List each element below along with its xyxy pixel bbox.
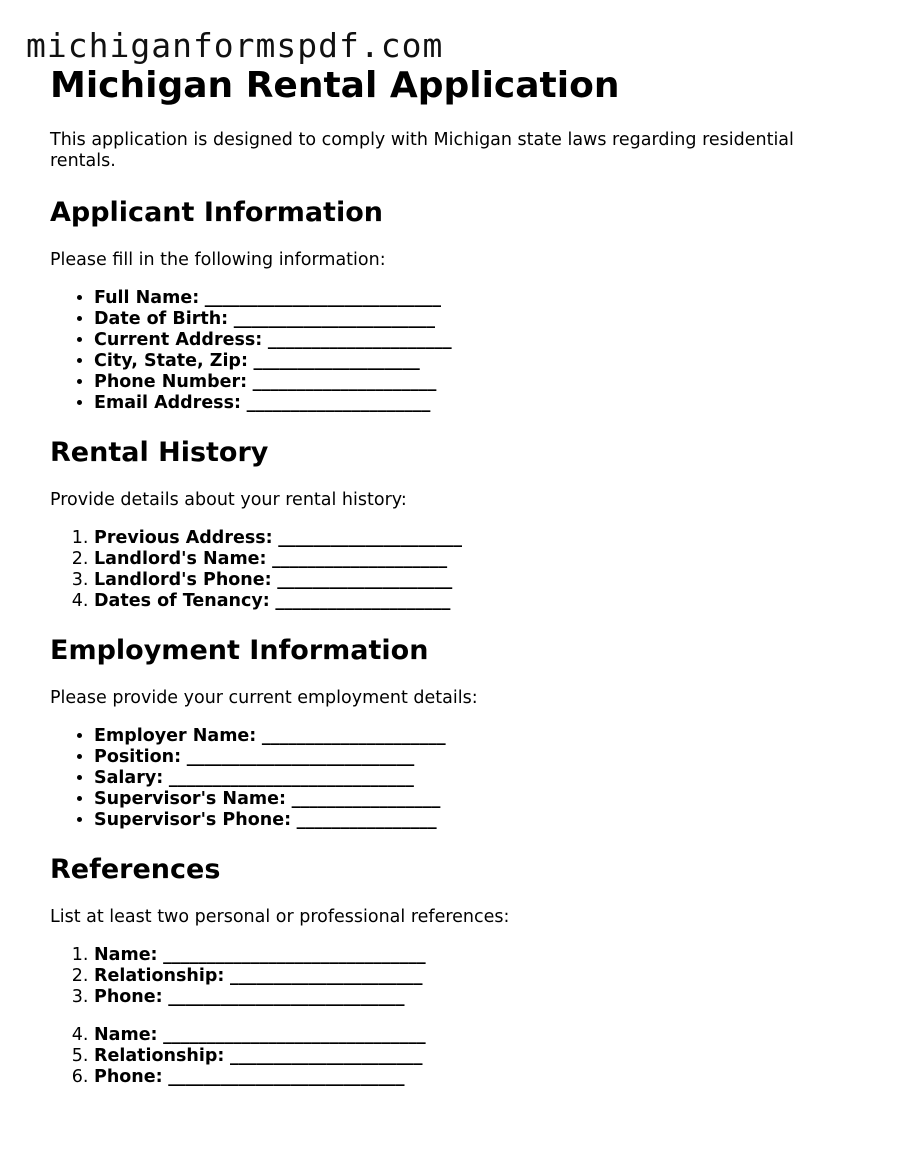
employment-list [50,726,850,831]
fill-blank[interactable]: ___________________ [253,351,420,371]
fill-blank[interactable]: ________________ [296,810,437,830]
previous-address-field[interactable] [94,528,850,549]
reference-2-relationship-field[interactable] [94,1046,850,1067]
page-title: Michigan Rental Application [50,65,620,106]
reference-2-name-field[interactable] [94,1025,850,1046]
field-label: Phone Number: [94,372,248,392]
applicant-lead: Please fill in the following information: [50,250,386,270]
field-label: Previous Address: [94,528,273,548]
fill-blank[interactable]: __________________________ [186,747,415,767]
fill-blank[interactable]: ___________________________ [168,1067,405,1087]
field-label: Employer Name: [94,726,257,746]
rental-history-heading: Rental History [50,437,269,468]
fill-blank[interactable]: ___________________________ [204,288,442,308]
rental-history-section [50,436,850,612]
employment-heading: Employment Information [50,635,429,666]
fill-blank[interactable]: _______________________ [233,309,436,329]
field-label: Name: [94,945,158,965]
employment-lead: Please provide your current employment details: [50,688,478,708]
fill-blank[interactable]: ______________________________ [163,945,426,965]
field-label: Phone: [94,987,163,1007]
fill-blank[interactable]: _____________________ [278,528,462,548]
field-label: Salary: [94,768,164,788]
reference-1-phone-field[interactable] [94,987,850,1008]
fill-blank[interactable]: _____________________ [261,726,446,746]
field-label: Current Address: [94,330,263,350]
applicant-section [50,196,850,414]
landlord-phone-field[interactable] [94,570,850,591]
city-state-zip-field[interactable] [94,351,850,372]
references-section [50,853,850,1088]
field-label: Landlord's Name: [94,549,267,569]
applicant-list [50,288,850,414]
references-lead: List at least two personal or professional references: [50,907,510,927]
applicant-heading: Applicant Information [50,197,383,228]
watermark: michiganformspdf.com [26,26,444,65]
supervisor-phone-field[interactable] [94,810,850,831]
reference-1-name-field[interactable] [94,945,850,966]
email-address-field[interactable] [94,393,850,414]
field-label: Full Name: [94,288,200,308]
field-label: Landlord's Phone: [94,570,272,590]
fill-blank[interactable]: ____________________ [272,549,448,569]
field-label: Email Address: [94,393,242,413]
fill-blank[interactable]: ____________________________ [168,768,414,788]
phone-number-field[interactable] [94,372,850,393]
references-list-2 [50,1025,850,1088]
fill-blank[interactable]: ______________________________ [163,1025,426,1045]
fill-blank[interactable]: ______________________ [229,1046,423,1066]
field-label: Supervisor's Phone: [94,810,292,830]
employer-name-field[interactable] [94,726,850,747]
references-heading: References [50,854,221,885]
date-of-birth-field[interactable] [94,309,850,330]
field-label: Supervisor's Name: [94,789,286,809]
field-label: City, State, Zip: [94,351,248,371]
rental-history-lead: Provide details about your rental history: [50,490,407,510]
field-label: Name: [94,1025,158,1045]
fill-blank[interactable]: _____________________ [246,393,431,413]
fill-blank[interactable]: ___________________________ [168,987,405,1007]
current-address-field[interactable] [94,330,850,351]
field-label: Date of Birth: [94,309,229,329]
field-label: Dates of Tenancy: [94,591,270,611]
fill-blank[interactable]: _____________________ [252,372,437,392]
position-field[interactable] [94,747,850,768]
reference-2-phone-field[interactable] [94,1067,850,1088]
field-label: Relationship: [94,966,225,986]
fill-blank[interactable]: ______________________ [229,966,423,986]
reference-1-relationship-field[interactable] [94,966,850,987]
supervisor-name-field[interactable] [94,789,850,810]
dates-of-tenancy-field[interactable] [94,591,850,612]
field-label: Phone: [94,1067,163,1087]
intro-text: This application is designed to comply with Michigan state laws regarding residential rentals. [50,130,794,171]
fill-blank[interactable]: ____________________ [275,591,451,611]
fill-blank[interactable]: _________________ [291,789,441,809]
salary-field[interactable] [94,768,850,789]
fill-blank[interactable]: _____________________ [267,330,452,350]
landlord-name-field[interactable] [94,549,850,570]
employment-section [50,634,850,831]
references-list-1 [50,945,850,1008]
document-body [50,64,850,1088]
fill-blank[interactable]: ____________________ [277,570,453,590]
full-name-field[interactable] [94,288,850,309]
rental-history-list [50,528,850,612]
field-label: Relationship: [94,1046,225,1066]
field-label: Position: [94,747,182,767]
